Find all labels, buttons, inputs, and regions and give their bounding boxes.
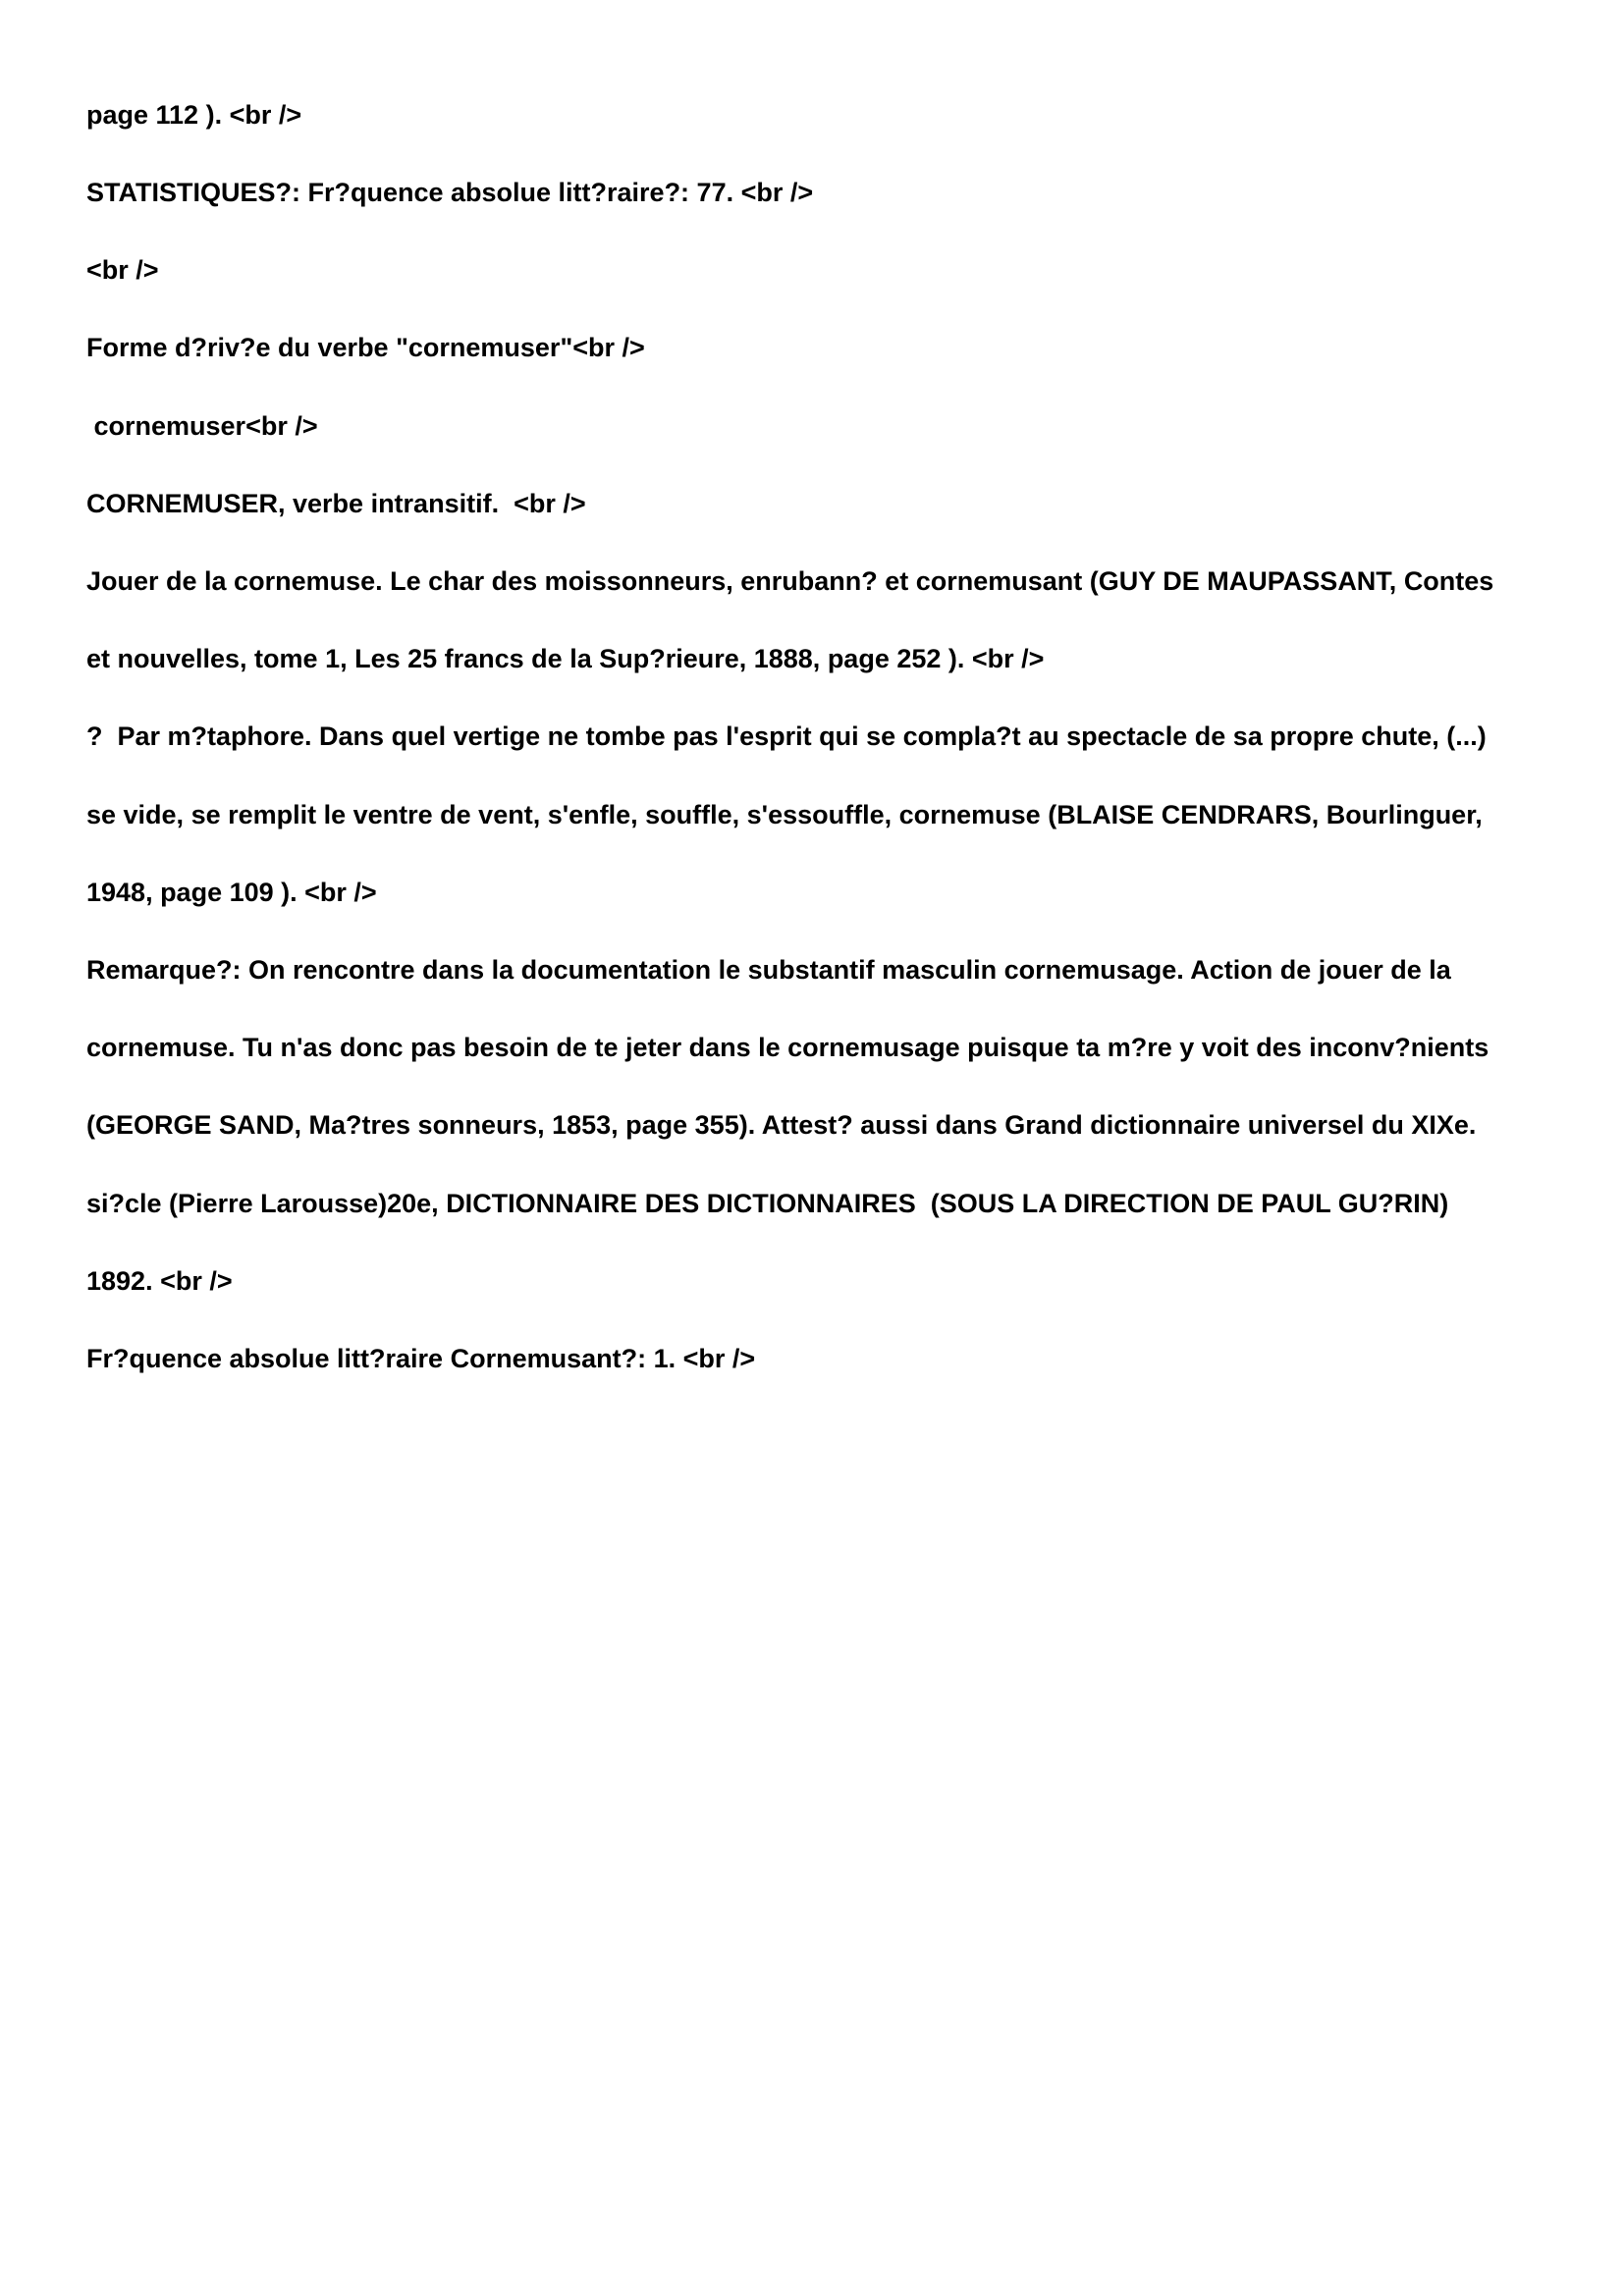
text-line: CORNEMUSER, verbe intransitif. <br />: [86, 489, 586, 518]
text-line: STATISTIQUES?: Fr?quence absolue litt?raire?: 77. <br />: [86, 178, 814, 207]
text-line: se vide, se remplit le ventre de vent, s'enfle, souffle, s'essouffle, cornemuse (BLAISE CENDRARS, Bourlinguer,: [86, 800, 1483, 829]
text-line: 1892. <br />: [86, 1266, 233, 1296]
text-line: ? Par m?taphore. Dans quel vertige ne tombe pas l'esprit qui se compla?t au spectacle de sa propre chute, (...): [86, 721, 1487, 751]
text-line: et nouvelles, tome 1, Les 25 francs de la Sup?rieure, 1888, page 252 ). <br />: [86, 644, 1045, 673]
text-line: page 112 ). <br />: [86, 100, 302, 130]
text-line: cornemuse. Tu n'as donc pas besoin de te jeter dans le cornemusage puisque ta m?re y voit des inconv?nients: [86, 1033, 1489, 1062]
text-line: si?cle (Pierre Larousse)20e, DICTIONNAIRE DES DICTIONNAIRES (SOUS LA DIRECTION DE PAUL GU?RIN): [86, 1189, 1449, 1218]
text-line: Fr?quence absolue litt?raire Cornemusant?: 1. <br />: [86, 1344, 756, 1373]
text-line: (GEORGE SAND, Ma?tres sonneurs, 1853, page 355). Attest? aussi dans Grand dictionnaire universel du XIXe.: [86, 1110, 1477, 1140]
text-line: Jouer de la cornemuse. Le char des moissonneurs, enrubann? et cornemusant (GUY DE MAUPASSANT, Contes: [86, 566, 1494, 596]
text-line: <br />: [86, 255, 159, 285]
text-line: cornemuser<br />: [86, 411, 318, 441]
text-line: 1948, page 109 ). <br />: [86, 878, 377, 907]
text-line: Remarque?: On rencontre dans la documentation le substantif masculin cornemusage. Action de jouer de la: [86, 955, 1451, 985]
text-line: Forme d?riv?e du verbe "cornemuser"<br />: [86, 333, 645, 362]
